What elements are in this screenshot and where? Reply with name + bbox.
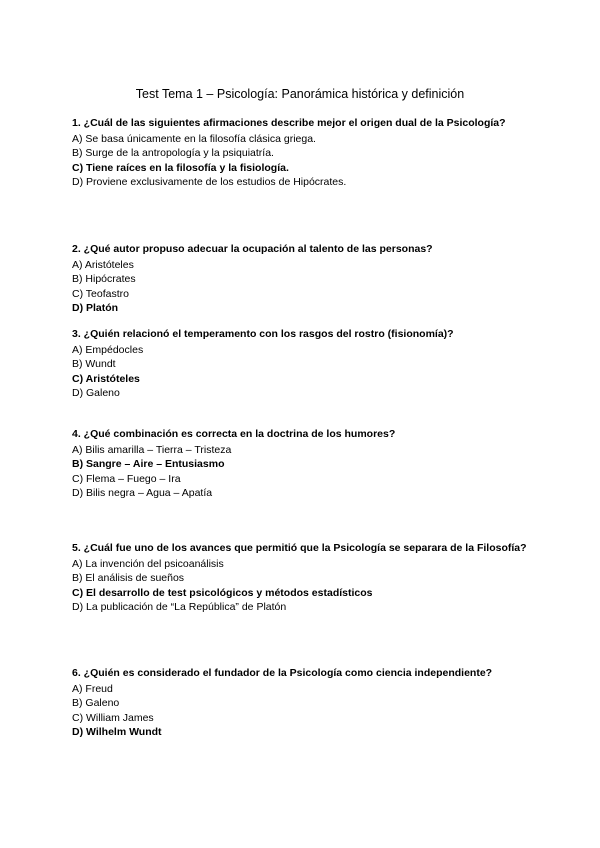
correct-answer-option: C) El desarrollo de test psicológicos y métodos estadísticos bbox=[72, 586, 373, 599]
answer-option: D) Proviene exclusivamente de los estudios de Hipócrates. bbox=[72, 176, 347, 189]
page-title: Test Tema 1 – Psicología: Panorámica histórica y definición bbox=[135, 87, 465, 101]
question-4 bbox=[72, 427, 532, 501]
question-5 bbox=[72, 541, 532, 615]
answer-option: D) La publicación de “La República” de Platón bbox=[72, 601, 287, 614]
answer-option: A) Empédocles bbox=[72, 343, 144, 356]
answer-option: C) William James bbox=[72, 711, 154, 724]
question-text: 1. ¿Cuál de las siguientes afirmaciones describe mejor el origen dual de la Psicología? bbox=[72, 117, 506, 129]
question-3 bbox=[72, 327, 532, 401]
answer-option: B) El análisis de sueños bbox=[72, 572, 185, 585]
answer-option: D) Bilis negra – Agua – Apatía bbox=[72, 487, 213, 500]
answer-option: C) Flema – Fuego – Ira bbox=[72, 472, 181, 485]
question-2 bbox=[72, 242, 532, 316]
correct-answer-option: B) Sangre – Aire – Entusiasmo bbox=[72, 458, 225, 471]
question-text: 5. ¿Cuál fue uno de los avances que permitió que la Psicología se separara de la Filosofía? bbox=[72, 542, 527, 554]
answer-option: A) Se basa únicamente en la filosofía clásica griega. bbox=[72, 132, 316, 145]
answer-option: A) Bilis amarilla – Tierra – Tristeza bbox=[72, 443, 232, 456]
question-text: 6. ¿Quién es considerado el fundador de la Psicología como ciencia independiente? bbox=[72, 667, 493, 679]
answer-option: B) Galeno bbox=[72, 697, 120, 710]
answer-option: B) Surge de la antropología y la psiquiatría. bbox=[72, 147, 274, 160]
correct-answer-option: C) Tiene raíces en la filosofía y la fisiología. bbox=[72, 161, 289, 174]
answer-option: A) Aristóteles bbox=[72, 258, 134, 271]
answer-option: A) La invención del psicoanálisis bbox=[72, 557, 224, 570]
answer-option: D) Galeno bbox=[72, 387, 120, 400]
question-text: 2. ¿Qué autor propuso adecuar la ocupación al talento de las personas? bbox=[72, 243, 433, 255]
question-text: 3. ¿Quién relacionó el temperamento con los rasgos del rostro (fisionomía)? bbox=[72, 328, 454, 340]
question-text: 4. ¿Qué combinación es correcta en la doctrina de los humores? bbox=[72, 428, 396, 440]
correct-answer-option: D) Wilhelm Wundt bbox=[72, 726, 162, 739]
answer-option: A) Freud bbox=[72, 682, 113, 695]
question-1 bbox=[72, 116, 532, 190]
question-6 bbox=[72, 666, 532, 740]
answer-option: B) Wundt bbox=[72, 358, 116, 371]
correct-answer-option: D) Platón bbox=[72, 302, 119, 315]
answer-option: C) Teofastro bbox=[72, 287, 129, 300]
correct-answer-option: C) Aristóteles bbox=[72, 372, 140, 385]
answer-option: B) Hipócrates bbox=[72, 273, 136, 286]
